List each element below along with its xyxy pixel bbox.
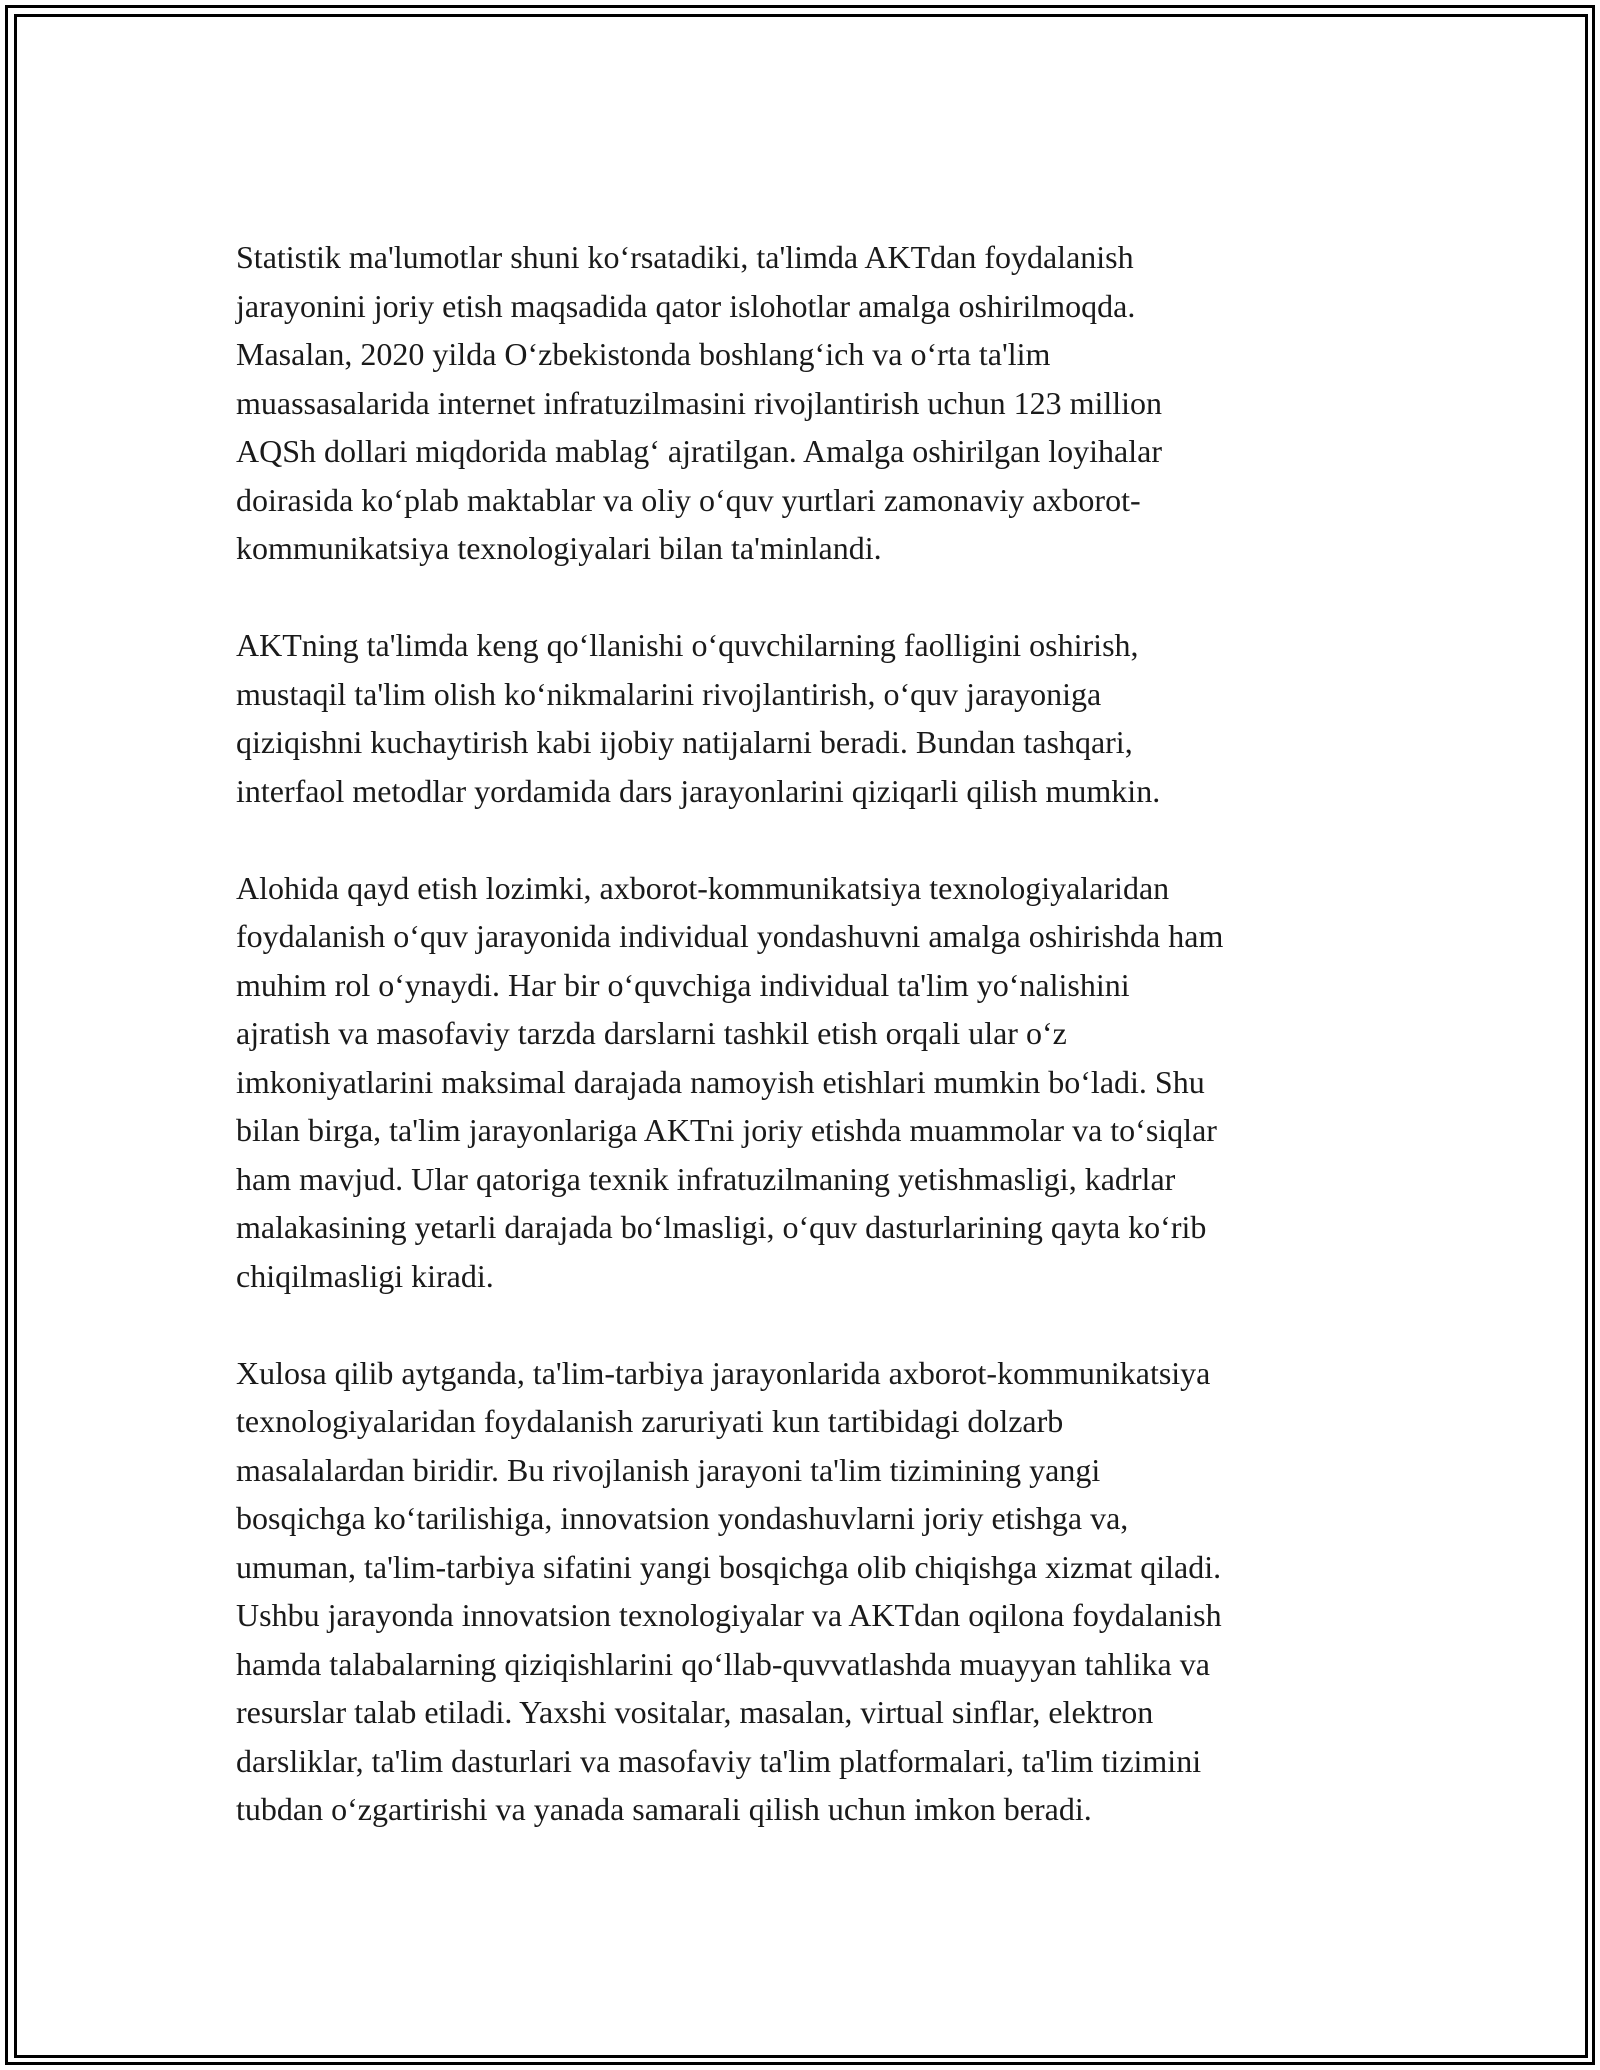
- text-line: Ushbu jarayonda innovatsion texnologiyalar va AKTdan oqilona foydalanish: [236, 1597, 1222, 1633]
- text-line: Xulosa qilib aytganda, ta'lim-tarbiya jarayonlarida axborot-kommunikatsiya: [236, 1354, 1211, 1391]
- document-body: [236, 233, 1386, 1834]
- text-line: doirasida koʻplab maktablar va oliy oʻquv yurtlari zamonaviy axborot-: [236, 481, 1141, 518]
- text-line: ham mavjud. Ular qatoriga texnik infratuzilmaning yetishmasligi, kadrlar: [236, 1160, 1176, 1197]
- text-line: Statistik ma'lumotlar shuni koʻrsatadiki, ta'limda AKTdan foydalanish: [236, 239, 1134, 275]
- text-line: tubdan oʻzgartirishi va yanada samarali qilish uchun imkon beradi.: [236, 1791, 1092, 1827]
- text-line: AQSh dollari miqdorida mablagʻ ajratilgan. Amalga oshirilgan loyihalar: [236, 433, 1162, 469]
- text-line: resurslar talab etiladi. Yaxshi vositalar, masalan, virtual sinflar, elektron: [236, 1694, 1154, 1730]
- text-line: kommunikatsiya texnologiyalari bilan ta'minlandi.: [236, 530, 882, 566]
- text-line: hamda talabalarning qiziqishlarini qoʻllab-quvvatlashda muayyan tahlika va: [236, 1645, 1210, 1682]
- text-line: texnologiyalaridan foydalanish zaruriyati kun tartibidagi dolzarb: [236, 1403, 1064, 1439]
- text-line: umuman, ta'lim-tarbiya sifatini yangi bosqichga olib chiqishga xizmat qiladi.: [236, 1548, 1222, 1585]
- text-line: AKTning ta'limda keng qoʻllanishi oʻquvchilarning faolligini oshirish,: [236, 627, 1139, 663]
- text-line: jarayonini joriy etish maqsadida qator islohotlar amalga oshirilmoqda.: [236, 287, 1136, 324]
- text-line: chiqilmasligi kiradi.: [236, 1257, 494, 1294]
- text-line: Masalan, 2020 yilda Oʻzbekistonda boshlangʻich va oʻrta ta'lim: [236, 336, 1051, 372]
- text-line: qiziqishni kuchaytirish kabi ijobiy natijalarni beradi. Bundan tashqari,: [236, 724, 1133, 760]
- paragraph-individual-approach: [236, 864, 1386, 1301]
- text-line: malakasining yetarli darajada boʻlmasligi, oʻquv dasturlarining qayta koʻrib: [236, 1209, 1207, 1245]
- text-line: bilan birga, ta'lim jarayonlariga AKTni joriy etishda muammolar va toʻsiqlar: [236, 1112, 1217, 1148]
- paragraph-benefits: [236, 621, 1386, 815]
- text-line: muassasalarida internet infratuzilmasini rivojlantirish uchun 123 million: [236, 384, 1163, 421]
- text-line: imkoniyatlarini maksimal darajada namoyish etishlari mumkin boʻladi. Shu: [236, 1063, 1205, 1100]
- text-line: foydalanish oʻquv jarayonida individual yondashuvni amalga oshirishda ham: [236, 918, 1224, 954]
- text-line: Alohida qayd etish lozimki, axborot-kommunikatsiya texnologiyalaridan: [236, 869, 1170, 906]
- text-line: darsliklar, ta'lim dasturlari va masofaviy ta'lim platformalari, ta'lim tizimini: [236, 1742, 1202, 1779]
- text-line: masalalardan biridir. Bu rivojlanish jarayoni ta'lim tizimining yangi: [236, 1451, 1101, 1488]
- text-line: ajratish va masofaviy tarzda darslarni tashkil etish orqali ular oʻz: [236, 1015, 1067, 1051]
- text-line: mustaqil ta'lim olish koʻnikmalarini rivojlantirish, oʻquv jarayoniga: [236, 675, 1102, 712]
- text-line: interfaol metodlar yordamida dars jarayonlarini qiziqarli qilish mumkin.: [236, 772, 1161, 809]
- paragraph-statistics: [236, 233, 1386, 573]
- paragraph-conclusion: [236, 1349, 1386, 1834]
- text-line: bosqichga koʻtarilishiga, innovatsion yondashuvlarni joriy etishga va,: [236, 1500, 1129, 1536]
- text-line: muhim rol oʻynaydi. Har bir oʻquvchiga individual ta'lim yoʻnalishini: [236, 966, 1130, 1003]
